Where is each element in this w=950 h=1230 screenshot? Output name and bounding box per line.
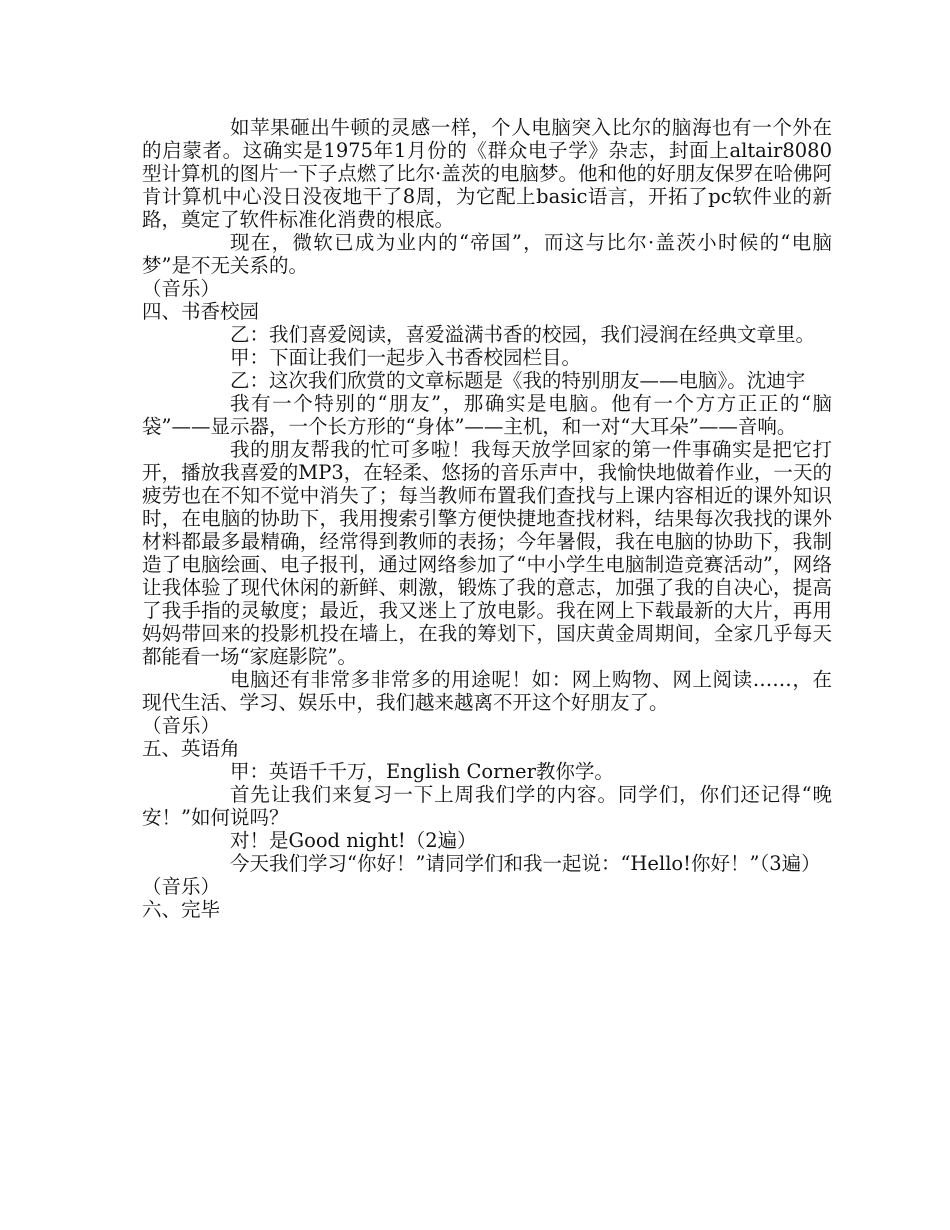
dialogue-line: 首先让我们来复习一下上周我们学的内容。同学们，你们还记得“晚安！”如何说吗？ — [142, 783, 832, 829]
paragraph-microsoft-empire: 现在，微软已成为业内的“帝国”，而这与比尔·盖茨小时候的“电脑梦”是不无关系的。 — [142, 231, 832, 277]
essay-paragraph: 我有一个特别的“朋友”，那确实是电脑。他有一个方方正正的“脑袋”——显示器，一个长方形的“身体”——主机，和一对“大耳朵”——音响。 — [142, 392, 832, 438]
dialogue-line: 对！是Good night!（2遍） — [230, 829, 477, 852]
dialogue-line: 乙：这次我们欣赏的文章标题是《我的特别朋友——电脑》。沈迪宇 — [230, 369, 806, 392]
dialogue-line: 今天我们学习“你好！”请同学们和我一起说：“Hello!你好！”（3遍） — [230, 852, 821, 875]
dialogue-line: 乙：我们喜爱阅读，喜爱溢满书香的校园，我们浸润在经典文章里。 — [230, 323, 816, 346]
stage-cue-music: （音乐） — [142, 714, 221, 737]
section-heading-book-campus: 四、书香校园 — [142, 300, 260, 323]
stage-cue-music: （音乐） — [142, 875, 221, 898]
stage-cue-music: （音乐） — [142, 277, 221, 300]
essay-paragraph: 电脑还有非常多非常多的用途呢！如：网上购物、网上阅读……，在现代生活、学习、娱乐中，我们越来越离不开这个好朋友了。 — [142, 668, 832, 714]
paragraph-bill-gates-inspiration: 如苹果砸出牛顿的灵感一样，个人电脑突入比尔的脑海也有一个外在的启蒙者。这确实是1975年1月份的《群众电子学》杂志，封面上altair8080型计算机的图片一下子点燃了比尔·盖茨的电脑梦。他和他的好朋友保罗在哈佛阿肯计算机中心没日没夜地干了8周，为它配上basic语言，开拓了pc软件业的新路，奠定了软件标准化消费的根底。 — [142, 116, 832, 231]
essay-paragraph: 我的朋友帮我的忙可多啦！我每天放学回家的第一件事确实是把它打开，播放我喜爱的MP3，在轻柔、悠扬的音乐声中，我愉快地做着作业，一天的疲劳也在不知不觉中消失了；每当教师布置我们查找与上课内容相近的课外知识时，在电脑的协助下，我用搜索引擎方便快捷地查找材料，结果每次我找的课外材料都最多最精确，经常得到教师的表扬；今年暑假，我在电脑的协助下，我制造了电脑绘画、电子报刊，通过网络参加了“中小学生电脑制造竞赛活动”，网络让我体验了现代休闲的新鲜、刺激，锻炼了我的意志，加强了我的自决心，提高了我手指的灵敏度；最近，我又迷上了放电影。我在网上下载最新的大片，再用妈妈带回来的投影机投在墙上，在我的筹划下，国庆黄金周期间，全家几乎每天都能看一场“家庭影院”。 — [142, 438, 832, 668]
document-page — [142, 116, 832, 921]
dialogue-line: 甲：英语千千万，English Corner教你学。 — [230, 760, 614, 783]
dialogue-line: 甲：下面让我们一起步入书香校园栏目。 — [230, 346, 582, 369]
section-heading-english-corner: 五、英语角 — [142, 737, 240, 760]
section-heading-end: 六、完毕 — [142, 898, 221, 921]
